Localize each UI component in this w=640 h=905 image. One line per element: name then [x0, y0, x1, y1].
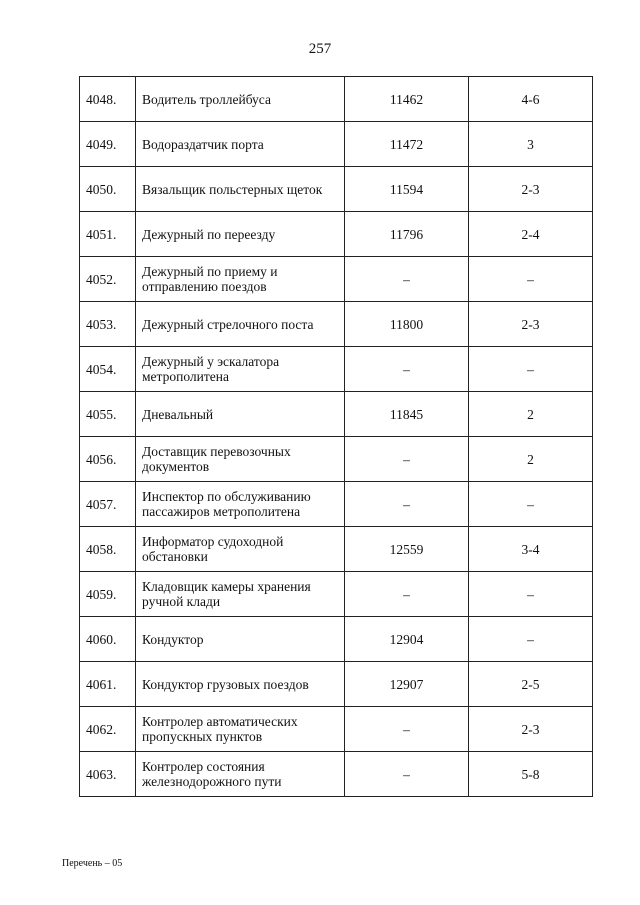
profession-code-cell: – [345, 707, 469, 752]
table-body [80, 77, 593, 797]
profession-code-cell: 12907 [345, 662, 469, 707]
profession-name-cell: Дежурный у эскалатора метрополитена [136, 347, 345, 392]
profession-code-cell: – [345, 752, 469, 797]
profession-code-cell: 12904 [345, 617, 469, 662]
grade-range-cell: – [469, 347, 593, 392]
table-row [80, 662, 593, 707]
grade-range-cell: – [469, 617, 593, 662]
row-number-cell: 4052. [80, 257, 136, 302]
profession-table [79, 76, 593, 797]
row-number-cell: 4059. [80, 572, 136, 617]
grade-range-cell: 2 [469, 437, 593, 482]
profession-name-cell: Контролер состояния железнодорожного пути [136, 752, 345, 797]
profession-code-cell: 11594 [345, 167, 469, 212]
row-number-cell: 4048. [80, 77, 136, 122]
row-number-cell: 4049. [80, 122, 136, 167]
profession-name-cell: Дежурный по приему и отправлению поездов [136, 257, 345, 302]
profession-name-cell: Дежурный по переезду [136, 212, 345, 257]
profession-code-cell: 11796 [345, 212, 469, 257]
row-number-cell: 4061. [80, 662, 136, 707]
grade-range-cell: 2-5 [469, 662, 593, 707]
table-row [80, 482, 593, 527]
row-number-cell: 4057. [80, 482, 136, 527]
row-number-cell: 4056. [80, 437, 136, 482]
table-row [80, 707, 593, 752]
profession-code-cell: 11472 [345, 122, 469, 167]
grade-range-cell: – [469, 572, 593, 617]
profession-name-cell: Контролер автоматических пропускных пунктов [136, 707, 345, 752]
table-row [80, 77, 593, 122]
row-number-cell: 4060. [80, 617, 136, 662]
grade-range-cell: 2-3 [469, 302, 593, 347]
profession-name-cell: Дневальный [136, 392, 345, 437]
grade-range-cell: – [469, 257, 593, 302]
row-number-cell: 4050. [80, 167, 136, 212]
table-row [80, 257, 593, 302]
row-number-cell: 4051. [80, 212, 136, 257]
table-row [80, 437, 593, 482]
profession-code-cell: 11462 [345, 77, 469, 122]
row-number-cell: 4055. [80, 392, 136, 437]
profession-name-cell: Доставщик перевозочных документов [136, 437, 345, 482]
grade-range-cell: 5-8 [469, 752, 593, 797]
table-row [80, 527, 593, 572]
row-number-cell: 4063. [80, 752, 136, 797]
row-number-cell: 4062. [80, 707, 136, 752]
table-row [80, 752, 593, 797]
table-row [80, 302, 593, 347]
row-number-cell: 4053. [80, 302, 136, 347]
grade-range-cell: 3 [469, 122, 593, 167]
footer-note: Перечень – 05 [62, 858, 123, 869]
grade-range-cell: 3-4 [469, 527, 593, 572]
profession-name-cell: Кондуктор грузовых поездов [136, 662, 345, 707]
table-row [80, 347, 593, 392]
profession-code-cell: – [345, 257, 469, 302]
profession-code-cell: – [345, 572, 469, 617]
profession-name-cell: Кладовщик камеры хранения ручной клади [136, 572, 345, 617]
profession-name-cell: Информатор судоходной обстановки [136, 527, 345, 572]
profession-code-cell: 11800 [345, 302, 469, 347]
profession-name-cell: Инспектор по обслуживанию пассажиров метрополитена [136, 482, 345, 527]
grade-range-cell: 2 [469, 392, 593, 437]
grade-range-cell: 2-3 [469, 707, 593, 752]
profession-code-cell: – [345, 482, 469, 527]
profession-name-cell: Водораздатчик порта [136, 122, 345, 167]
profession-name-cell: Вязальщик польстерных щеток [136, 167, 345, 212]
profession-code-cell: – [345, 347, 469, 392]
profession-name-cell: Кондуктор [136, 617, 345, 662]
table-row [80, 122, 593, 167]
profession-name-cell: Водитель троллейбуса [136, 77, 345, 122]
row-number-cell: 4054. [80, 347, 136, 392]
profession-code-cell: 11845 [345, 392, 469, 437]
grade-range-cell: – [469, 482, 593, 527]
table-row [80, 212, 593, 257]
grade-range-cell: 2-4 [469, 212, 593, 257]
page-number: 257 [308, 41, 332, 57]
table-row [80, 392, 593, 437]
table-row [80, 167, 593, 212]
grade-range-cell: 4-6 [469, 77, 593, 122]
profession-code-cell: 12559 [345, 527, 469, 572]
profession-name-cell: Дежурный стрелочного поста [136, 302, 345, 347]
table-row [80, 572, 593, 617]
profession-code-cell: – [345, 437, 469, 482]
table-row [80, 617, 593, 662]
row-number-cell: 4058. [80, 527, 136, 572]
grade-range-cell: 2-3 [469, 167, 593, 212]
